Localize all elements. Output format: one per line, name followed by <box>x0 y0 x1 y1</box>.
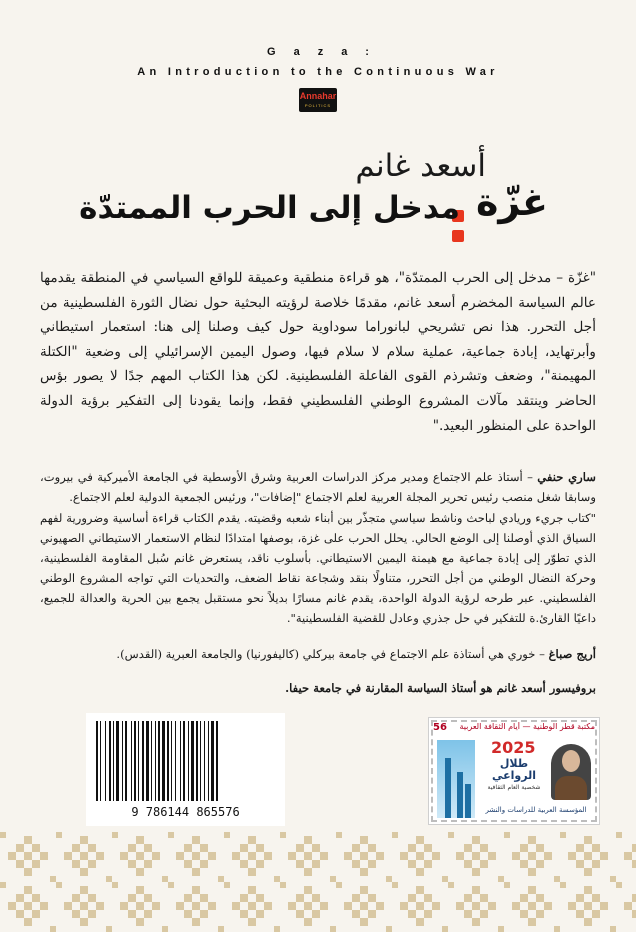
decorative-pattern <box>0 832 636 932</box>
award-year: 2025 <box>491 738 536 757</box>
endorser-bio-2 <box>40 644 596 664</box>
barcode-bars <box>96 721 275 803</box>
publisher-logo-series: POLITICS <box>304 103 332 108</box>
endorser-bio-1 <box>40 467 596 507</box>
award-org: المؤسسة العربية للدراسات والنشر <box>485 806 587 814</box>
endorser-text-2: – خوري هي أستاذة علم الاجتماع في جامعة بيركلي (كاليفورنيا) والجامعة العبرية (القدس). <box>116 647 549 661</box>
award-top-line: مكتبة قطر الوطنية — أيام الثقافة العربية <box>459 722 595 731</box>
review-quote: "كتاب جريء وريادي لباحث وناشط سياسي متجذّر بين أبناء شعبه وقضيته. يقدم الكتاب قراءة أساسية وضرورية لفهم السياق الذي أوصلنا إلى الوضع الحالي. يحلل الحرب على غزة، بوصفها امتدادًا لنظام الاستعمار الاستيطاني الصهيوني الذي تطوّر إلى إبادة جماعية مع هيمنة اليمين الاستيطاني. بأسلوب ناقد، يستعرض غانم سُبل المقاومة الفلسطينية، وحركة النضال الوطني من أجل التحرر، متناولًا بنقد وشجاعة نقاط الضعف، والتحديات التي تواجه المشروع الوطني الفلسطيني. عبر طرحه لرؤية الدولة الواحدة، يقدم غانم مسارًا بديلاً نحو مستقبل يجمع بين الحرية والعدالة للجميع، داعيًا القارئ.ة للتفكير في حل جذري وعادل للقضية الفلسطينية". <box>40 511 596 625</box>
author-name: أسعد غانم <box>355 148 486 184</box>
award-stamp <box>428 717 600 825</box>
isbn-number: 9 786144 865576 <box>131 805 240 819</box>
endorser-text-1: – أستاذ علم الاجتماع ومدير مركز الدراسات العربية وشرق الأوسطية في الجامعة الأميركية في بيروت، وسابقا شغل منصب رئيس تحرير المجلة العربية لعلم الاجتماع "إضافات"، ورئيس الجمعية الدولية لعلم الاجتماع. <box>40 470 596 504</box>
title-subtitle: مدخل إلى الحرب الممتدّة <box>79 190 460 226</box>
award-number: 56 <box>433 722 447 733</box>
endorser-name-2: أريج صباغ <box>548 647 596 661</box>
book-description: "غزّة – مدخل إلى الحرب الممتدّة"، هو قراءة منطقية وعميقة للواقع السياسي في المنطقة يقدمها عالم السياسة المخضرم أسعد غانم، مقدمًا خلاصة لرؤيته البحثية حول نضال الثورة الفلسطينية من أجل التحرر. هذا نص تشريحي لبانوراما سوداوية حول كيف وصلنا إلى هنا: استعمار استيطاني وأبرتهايد، إبادة جماعية، عملية سلام لا سلام فيها، وصول اليمين الإسرائيلي إلى وضعية "الكتلة المهيمنة"، وضعف وتشرذم القوى الفاعلة الفلسطينية. لكن هذا الكتاب المهم جدًا لا يصور بؤس الحاضر وينتقد مآلات المشروع الوطني الفلسطيني فقط، وإنما يقودنا إلى التفكير برؤية الدولة الواحدة على المنظور البعيد." <box>40 270 596 434</box>
title-gaza: غزّة <box>475 180 548 224</box>
award-honoree: طلال الرواعي <box>492 757 536 782</box>
title-en-line1: Gaza: <box>267 46 387 58</box>
endorser-name-1: ساري حنفي <box>537 470 597 484</box>
award-subtitle: شخصية العام الثقافية <box>487 784 541 791</box>
title-en-line2: An Introduction to the Continuous War <box>137 66 499 78</box>
author-note: بروفيسور أسعد غانم هو أستاذ السياسة المقارنة في جامعة حيفا. <box>285 681 596 695</box>
barcode <box>86 713 285 826</box>
publisher-logo-name: Annahar <box>299 91 337 101</box>
tower-image <box>437 740 475 818</box>
honoree-portrait <box>551 744 591 800</box>
publisher-logo <box>299 88 337 112</box>
